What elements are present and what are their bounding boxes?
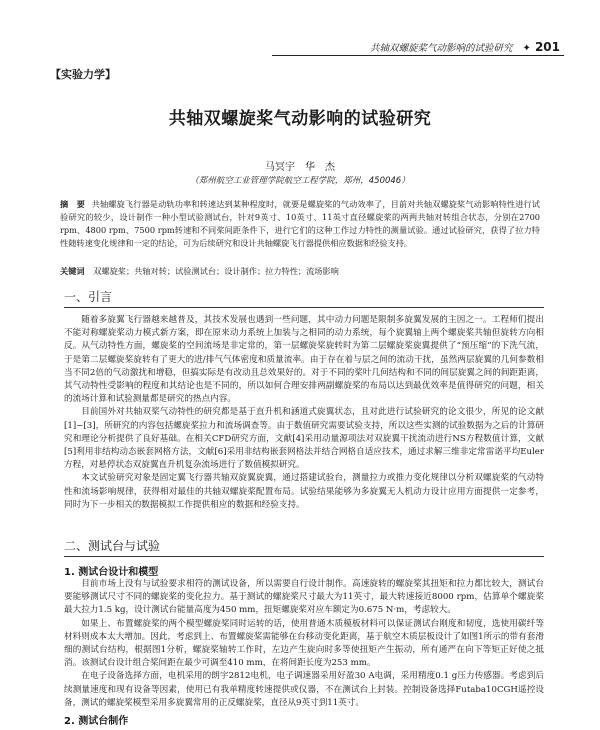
testbed-body [64, 578, 544, 710]
intro-body [64, 314, 544, 512]
abstract [60, 198, 540, 250]
paragraph: 本文试验研究对象是固定翼飞行器共轴双旋翼旋翼，通过搭建试验台，测量拉力或推力变化规律以分析双螺旋桨的气动特性和流场影响规律，获得相对最佳的共轴双螺旋桨配置布局。试验结果能够为多旋翼无人机动力设计应用方面提供一定参考，同时为下一步相关的数据模拟工作提供相应的数据和经验支持。 [64, 473, 544, 510]
keywords-text: 双螺旋桨；共轴对转；试验测试台；设计制作；拉力特性；流场影响 [93, 266, 339, 276]
keywords [60, 265, 540, 277]
section-tag: 【实验力学】 [50, 68, 116, 81]
paragraph: 目前国外对共轴双桨气动特性的研究都是基于直升机和涵道式旋翼状态，且对此进行试验研究的论文很少，所见的论文献[1]~[3]，所研究的内容包括螺旋桨拉力和流场调查等。由于数值研究需要试验支持，所以这些实测的试验数据为之后的计算研究和理论分析提供了良好基础。在相关CFD研究方面，文献[4]采用动量源项法对双旋翼干扰流动进行NS方程数值计算，文献[5]利用非结构动态嵌套网格方法，文献[6]采用非结构嵌套网格法并结合网格自适应技术，通过求解三维非定常雷诺平均Euler方程，对悬停状态双旋翼直升机复杂流场进行了数值模拟研究。 [64, 407, 544, 471]
paragraph: 如果上、布置螺旋桨的两个模型螺旋桨同时运转的话，使用普通木质模板材料可以保证测试台刚度和韧度，选使用碳纤等材料则成本太大增加。因此，考虑到上、布置螺旋桨需能够在台移动变化距离，基于航空木质层板设计了如图1所示的带有套滑细的测试台结构，根据图1分析，螺旋桨轴转工作时，左边产生旋向时多等使扭矩产生振动，所有通严在向下等矩正好使之抵消。该测试台设计组合桨间距在最少可调至410 mm，在将间距长度为253 mm。 [64, 618, 544, 669]
paper-title: 共轴双螺旋桨气动影响的试验研究 [168, 109, 432, 129]
paragraph: 目前市场上没有与试验要求相符的测试设备，所以需要自行设计制作。高速旋转的螺旋桨其扭矩和拉力都比较大，测试台要能够测试尺寸不同的螺旋桨的变化拉力。基于测试的螺旋桨尺寸最大为11英寸，最大转速接近8000 rpm，估算单个螺旋桨最大拉力1.5 kg，设计测试台能量高度为450 mm，扭矩螺旋桨对应车额定为0.675 N·m，考虑较大。 [64, 579, 544, 616]
abstract-text: 共轴螺旋飞行器是动轨功率和转速达到某种程度时，就要是螺旋桨的气动效率了，目前对共轴双螺旋桨气动影响特性进行试验研究的较少，设计制作一种小型试验测试台，针对9英寸、10英寸、11英寸直径螺旋桨的两两共轴对转组合状态，分别在2700 rpm、4800 rpm、7500 rpm转速和不同桨间距条件下，进行它们的这种工作过力特性的测量试验。通过试验研究，获得了拉力特性随转速变化规律和一定的结论，可为后续研究和设计共轴螺旋飞行器提供相应数据和经验支持。 [60, 199, 540, 248]
authors: 马冥宇 华 杰 [265, 162, 335, 173]
header-rule [272, 55, 564, 56]
keywords-label: 关键词 [60, 266, 85, 276]
abstract-label: 摘 要 [60, 199, 85, 209]
section-rule [64, 556, 544, 557]
section-rule [64, 307, 544, 308]
paragraph: 随着多旋翼飞行器越来越普及，其技术发展也遇到一些问题，其中动力问题是限制多旋翼发展的主因之一。工程师们提出不能对称螺旋桨动力模式新方案，即在原来动力系统上加装与之相同的动力系统，每个旋翼轴上两个螺旋桨共轴但旋转方向相反。从气动特性方面，螺旋桨的空间流场是非定常的，第一层螺旋桨旋转时为第二层螺旋桨旋翼提供了“预压缩”的下洗气流，于是第二层螺旋桨旋转有了更大的进/排气气体密度和质量流率。由于存在着与层之间的流动干扰，虽然两层旋翼的几何参数相当不同2倍的气动激扰和增稳，但搞实际是有改动且总效果好的。对于不同的桨叶几何结构和不同的间层旋翼之间的间距距离，其气动特性受影响的程度和其结论也是不同的，所以如何合理安排两副螺旋桨的布局以达到最优效率是值得研究的问题，相关的流场计算和试验测量都是研究的热点内容。 [64, 315, 544, 405]
page-number: 201 [534, 40, 560, 54]
subheading-design: 1. 测试台设计和模型 [64, 567, 159, 578]
paragraph: 在电子设备选择方面，电机采用的朗宇2812电机，电子调速器采用好盈30 A电调，采用精度0.1 g压力传感器。考虑到后续测量速度和现有设备等因素，使用已有我单精度转速提供或仪器，不在测试台上封装。控制设备选择Futaba10CGH遥控设备，测试的螺旋桨模型采用多旋翼常用的正反螺旋桨，直径从9英寸到11英寸。 [64, 671, 544, 708]
star-icon: ✦ [522, 43, 531, 54]
affiliation: （郑州航空工业管理学院航空工程学院，郑州，450046） [190, 176, 410, 186]
running-header [300, 34, 560, 54]
section-heading-intro: 一、引言 [64, 290, 113, 304]
section-heading-testbed: 二、测试台与试验 [64, 539, 161, 553]
running-title: 共轴双螺旋桨气动影响的试验研究 [370, 43, 513, 54]
subheading-build: 2. 测试台制作 [64, 716, 129, 727]
